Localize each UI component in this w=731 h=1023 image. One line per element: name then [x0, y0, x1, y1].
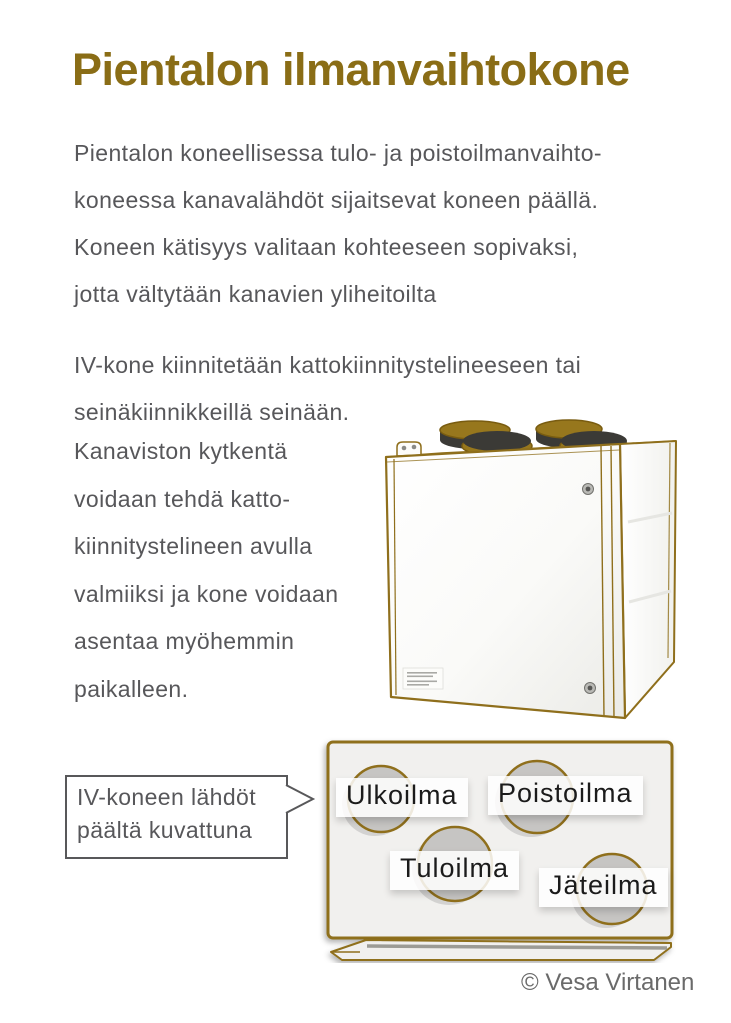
intro-paragraph: [74, 130, 602, 318]
screw-top: [583, 484, 594, 495]
side-note-line: voidaan tehdä katto-: [74, 485, 291, 512]
diagram-front-edge: [331, 940, 671, 960]
callout-bubble: [65, 775, 288, 859]
copyright-notice: © Vesa Virtanen: [521, 969, 695, 996]
callout-pointer: [282, 782, 316, 818]
duct-label-poistoilma: Poistoilma: [488, 776, 643, 815]
page-title: Pientalon ilmanvaihtokone: [72, 44, 630, 95]
mounting-line: seinäkiinnikkeillä seinään.: [74, 399, 350, 425]
intro-line: koneessa kanavalähdöt sijaitsevat koneen päällä.: [74, 187, 599, 213]
side-note-paragraph: [74, 428, 338, 713]
callout-line: päältä kuvattuna: [77, 817, 253, 843]
callout-line: IV-koneen lähdöt: [77, 784, 257, 810]
duct-label-tuloilma: Tuloilma: [390, 851, 519, 890]
mounting-lug-left: [397, 442, 421, 456]
side-note-line: valmiiksi ja kone voidaan: [74, 580, 339, 607]
side-note-line: asentaa myöhemmin: [74, 628, 295, 654]
unit-type-label: [403, 668, 443, 689]
side-note-line: paikalleen.: [74, 675, 189, 702]
duct-label-jateilma: Jäteilma: [539, 868, 668, 907]
unit-side-panel: [620, 441, 676, 718]
side-note-line: Kanaviston kytkentä: [74, 438, 288, 464]
intro-line: jotta vältytään kanavien yliheitoilta: [74, 281, 437, 307]
screw-bottom: [585, 683, 596, 694]
duct-label-ulkoilma: Ulkoilma: [336, 778, 468, 817]
intro-line: Pientalon koneellisessa tulo- ja poistoilmanvaihto-: [74, 140, 602, 166]
ventilation-unit-illustration: [350, 408, 695, 733]
mounting-line: IV-kone kiinnitetään kattokiinnitystelineeseen tai: [74, 352, 582, 378]
intro-line: Koneen kätisyys valitaan kohteeseen sopivaksi,: [74, 234, 579, 260]
side-note-line: kiinnitystelineen avulla: [74, 533, 313, 559]
